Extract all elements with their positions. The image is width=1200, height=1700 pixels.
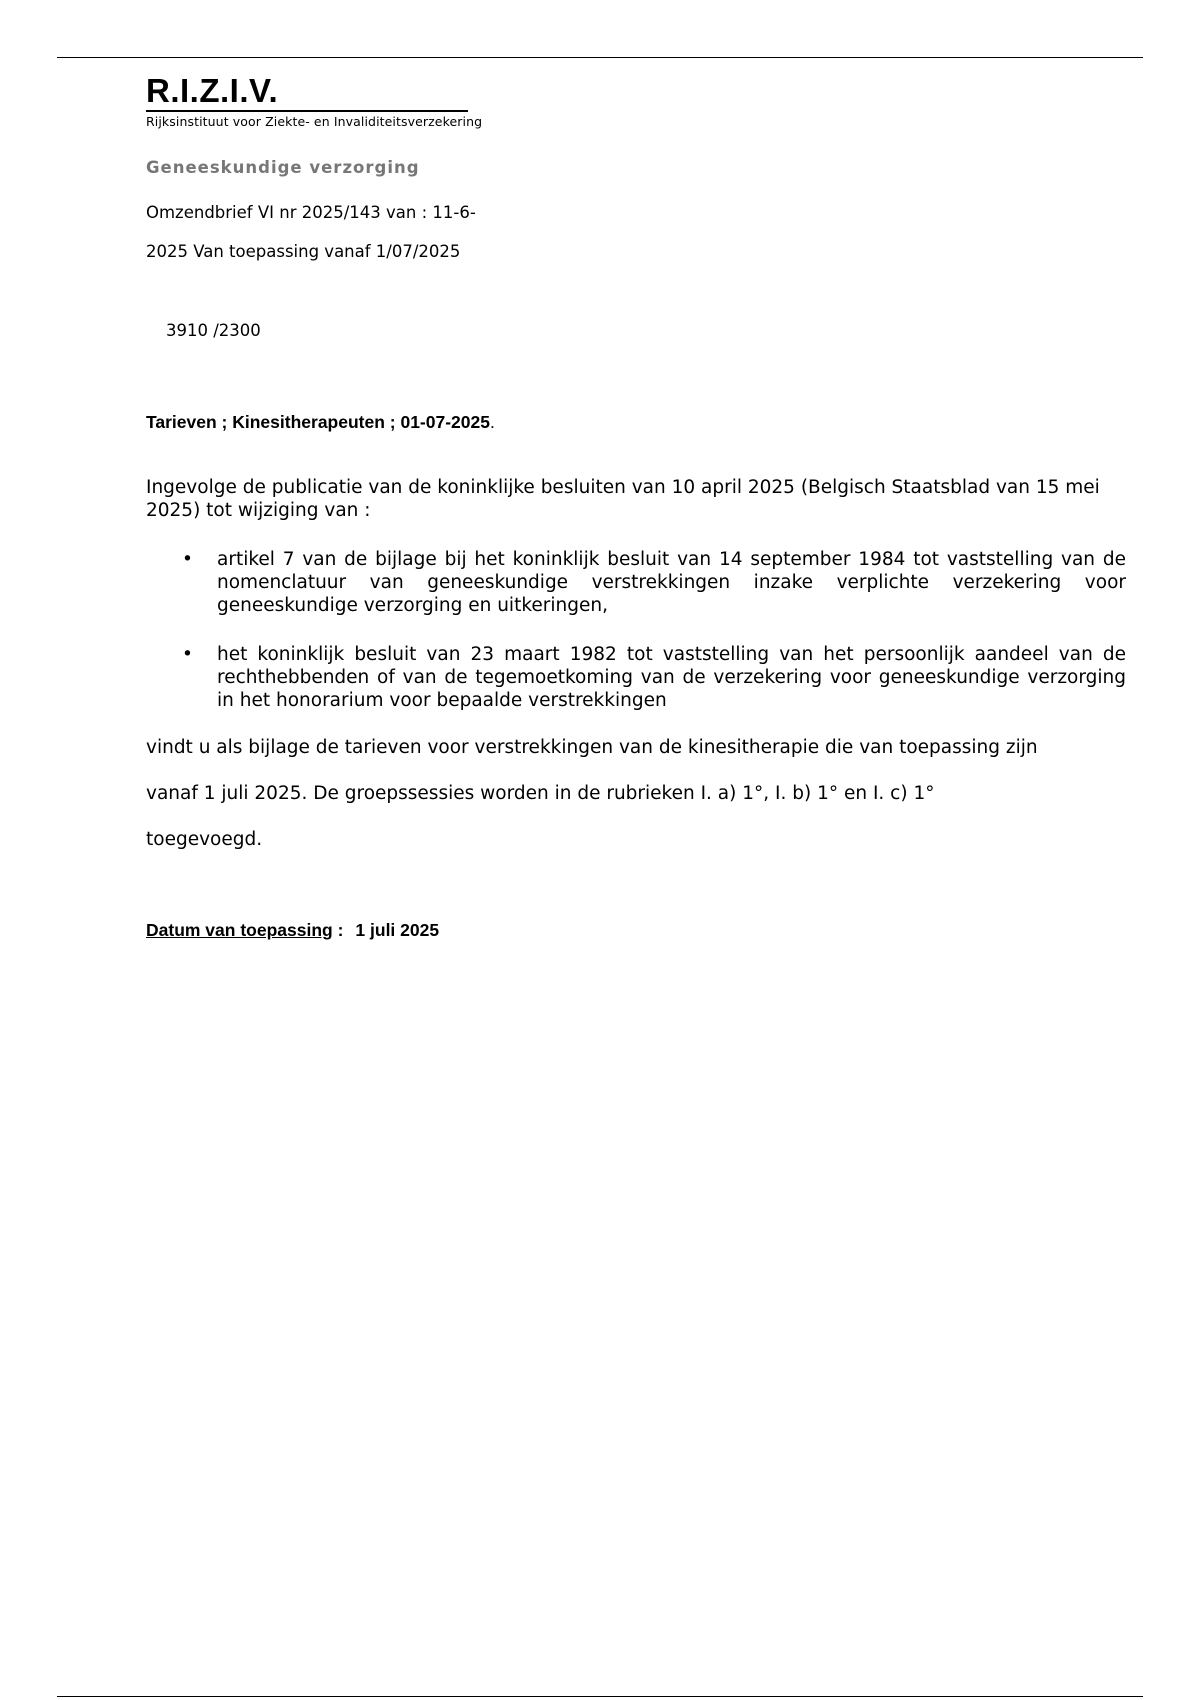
subject-period: . [489, 412, 495, 432]
riziv-logo: R.I.Z.I.V. [146, 72, 468, 112]
circular-validity: 2025 Van toepassing vanaf 1/07/2025 [146, 242, 461, 261]
body-line-2: vanaf 1 juli 2025. De groepssessies worden in de rubrieken I. a) 1°, I. b) 1° en I. c) 1° [146, 783, 935, 804]
section-title: Geneeskundige verzorging [146, 158, 420, 177]
list-item-text: het koninklijk besluit van 23 maart 1982 tot vaststelling van het persoonlijk aandeel van de rechthebbenden of van de tegemoetkoming van de verzekering voor geneeskundige verzorging in het honorarium voor bepaalde verstrekkingen [217, 644, 1126, 711]
intro-paragraph: Ingevolge de publicatie van de koninklijke besluiten van 10 april 2025 (Belgisch Staatsblad van 15 mei 2025) tot wijziging van : [146, 477, 1100, 521]
application-date-separator: : [332, 920, 344, 940]
list-item [146, 643, 1126, 712]
bullet-icon: • [182, 549, 193, 570]
body-line-3: toegevoegd. [146, 829, 263, 850]
amendment-list [146, 548, 1126, 738]
letterhead [146, 72, 482, 129]
institute-name: Rijksinstituut voor Ziekte- en Invaliditeitsverzekering [146, 114, 483, 129]
application-date-label: Datum van toepassing [146, 920, 333, 940]
top-rule [57, 57, 1143, 58]
reference-code: 3910 /2300 [166, 321, 261, 340]
bullet-icon: • [182, 644, 193, 665]
application-date-value: 1 juli 2025 [355, 920, 440, 940]
list-item [146, 548, 1126, 617]
body-line-1: vindt u als bijlage de tarieven voor verstrekkingen van de kinesitherapie die van toepassing zijn [146, 737, 1038, 758]
list-item-text: artikel 7 van de bijlage bij het koninklijk besluit van 14 september 1984 tot vaststelling van de nomenclatuur van geneeskundige verstrekkingen inzake verplichte verzekering voor geneeskundige verzorging en uitkeringen, [217, 549, 1126, 616]
subject-line [146, 412, 495, 433]
circular-number: Omzendbrief VI nr 2025/143 van : 11-6- [146, 203, 476, 222]
subject-text: Tarieven ; Kinesitherapeuten ; 01-07-2025 [146, 412, 490, 432]
bottom-rule [57, 1696, 1143, 1697]
application-date [146, 920, 439, 941]
